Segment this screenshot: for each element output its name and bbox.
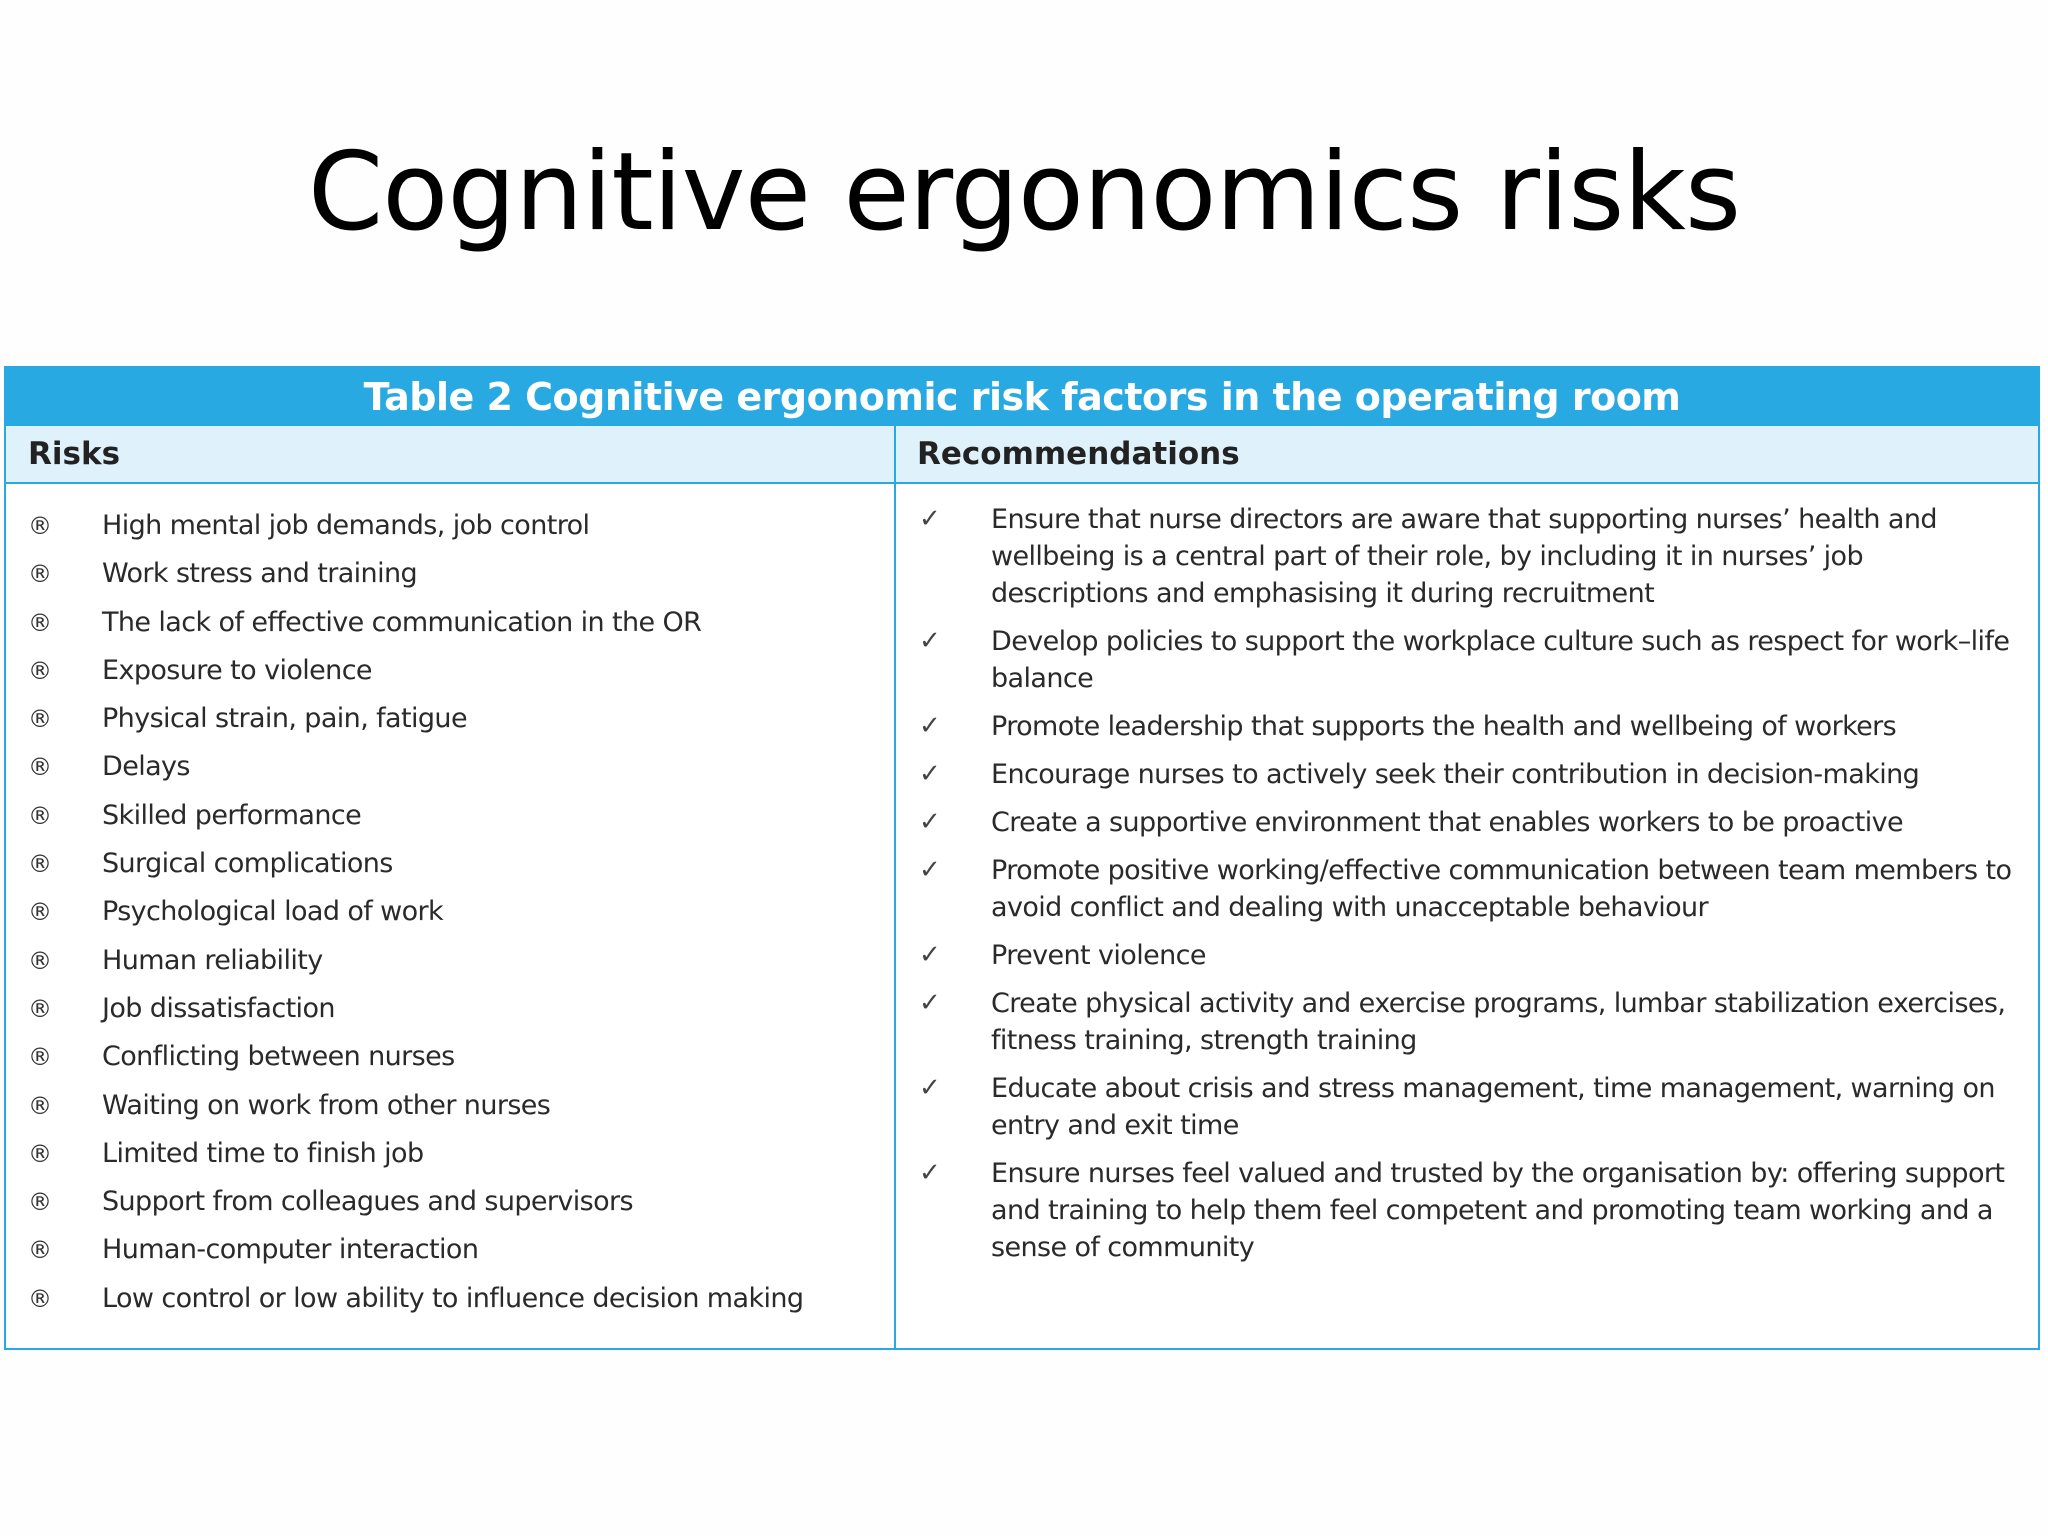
recommendation-item xyxy=(917,937,2027,974)
risk-item-text: Conflicting between nurses xyxy=(102,1041,455,1073)
recommendations-column-header: Recommendations xyxy=(917,436,1240,472)
registered-mark-icon: ® xyxy=(28,1091,52,1120)
checkmark-icon: ✓ xyxy=(919,807,941,837)
risk-item xyxy=(28,1226,878,1274)
column-divider xyxy=(894,426,896,1348)
recommendation-item-text: Promote positive working/effective communication between team members to avoid conflict and dealing with unacceptable behaviour xyxy=(991,855,2012,923)
risk-item-text: Waiting on work from other nurses xyxy=(102,1089,551,1121)
checkmark-icon: ✓ xyxy=(919,855,941,885)
risk-item xyxy=(28,792,878,840)
risk-item xyxy=(28,1082,878,1130)
risk-item xyxy=(28,1130,878,1178)
recommendation-item xyxy=(917,623,2027,697)
risk-item xyxy=(28,985,878,1033)
recommendation-item-text: Create physical activity and exercise programs, lumbar stabilization exercises, fitness training, strength training xyxy=(991,988,2006,1056)
checkmark-icon: ✓ xyxy=(919,711,941,741)
risk-item-text: The lack of effective communication in the OR xyxy=(102,606,702,638)
risk-item xyxy=(28,1178,878,1226)
registered-mark-icon: ® xyxy=(28,1236,52,1265)
table-header-row xyxy=(6,426,2038,484)
registered-mark-icon: ® xyxy=(28,1188,52,1217)
registered-mark-icon: ® xyxy=(28,1139,52,1168)
registered-mark-icon: ® xyxy=(28,898,52,927)
risk-item-text: Human reliability xyxy=(102,944,323,976)
registered-mark-icon: ® xyxy=(28,850,52,879)
risk-item-text: Psychological load of work xyxy=(102,896,444,928)
checkmark-icon: ✓ xyxy=(919,1158,941,1188)
risk-item-text: Delays xyxy=(102,751,190,783)
risk-item xyxy=(28,599,878,647)
registered-mark-icon: ® xyxy=(28,656,52,685)
checkmark-icon: ✓ xyxy=(919,1073,941,1103)
registered-mark-icon: ® xyxy=(28,946,52,975)
registered-mark-icon: ® xyxy=(28,705,52,734)
recommendation-item-text: Ensure that nurse directors are aware that supporting nurses’ health and wellbeing is a central part of their role, by including it in nurses’ job descriptions and emphasising it during recruitment xyxy=(991,504,1937,609)
checkmark-icon: ✓ xyxy=(919,626,941,656)
recommendation-item xyxy=(917,1070,2027,1144)
registered-mark-icon: ® xyxy=(28,753,52,782)
risk-item xyxy=(28,743,878,791)
risk-item xyxy=(28,937,878,985)
recommendation-item xyxy=(917,1155,2027,1266)
risk-factors-table xyxy=(4,366,2040,1350)
recommendation-item xyxy=(917,756,2027,793)
risk-item-text: Limited time to finish job xyxy=(102,1137,424,1169)
recommendations-list xyxy=(917,501,2027,1277)
risk-item xyxy=(28,840,878,888)
registered-mark-icon: ® xyxy=(28,560,52,589)
registered-mark-icon: ® xyxy=(28,512,52,540)
risk-item xyxy=(28,888,878,936)
risk-item-text: Surgical complications xyxy=(102,848,393,880)
risk-item-text: Human-computer interaction xyxy=(102,1234,479,1266)
risk-item xyxy=(28,1033,878,1081)
checkmark-icon: ✓ xyxy=(919,759,941,789)
slide-title: Cognitive ergonomics risks xyxy=(307,130,1741,255)
risks-column-header: Risks xyxy=(28,436,121,472)
recommendation-item xyxy=(917,985,2027,1059)
registered-mark-icon: ® xyxy=(28,994,52,1023)
risk-item xyxy=(28,647,878,695)
recommendation-item-text: Ensure nurses feel valued and trusted by the organisation by: offering support and training to help them feel competent and promoting team working and a sense of community xyxy=(991,1158,2005,1263)
recommendation-item xyxy=(917,708,2027,745)
risk-item-text: Low control or low ability to influence decision making xyxy=(102,1282,804,1314)
risk-item-text: Skilled performance xyxy=(102,799,362,831)
registered-mark-icon: ® xyxy=(28,608,52,637)
recommendation-item-text: Create a supportive environment that enables workers to be proactive xyxy=(991,807,1904,838)
checkmark-icon: ✓ xyxy=(919,940,941,970)
risk-item-text: Job dissatisfaction xyxy=(102,992,335,1024)
risk-item xyxy=(28,695,878,743)
registered-mark-icon: ® xyxy=(28,1284,52,1313)
recommendation-item-text: Promote leadership that supports the health and wellbeing of workers xyxy=(991,711,1897,742)
risk-item-text: High mental job demands, job control xyxy=(102,510,590,541)
registered-mark-icon: ® xyxy=(28,801,52,830)
table-caption: Table 2 Cognitive ergonomic risk factors in the operating room xyxy=(6,368,2038,426)
recommendation-item xyxy=(917,501,2027,612)
risk-item-text: Work stress and training xyxy=(102,558,418,590)
risk-item xyxy=(28,1275,878,1323)
recommendation-item-text: Encourage nurses to actively seek their contribution in decision-making xyxy=(991,759,1920,790)
recommendation-item-text: Develop policies to support the workplace culture such as respect for work–life balance xyxy=(991,626,2010,694)
recommendation-item xyxy=(917,852,2027,926)
registered-mark-icon: ® xyxy=(28,1043,52,1072)
risk-item-text: Physical strain, pain, fatigue xyxy=(102,703,467,735)
risk-item xyxy=(28,550,878,598)
recommendation-item xyxy=(917,804,2027,841)
checkmark-icon: ✓ xyxy=(919,504,941,534)
recommendation-item-text: Educate about crisis and stress management, time management, warning on entry and exit time xyxy=(991,1073,1995,1141)
risk-item-text: Exposure to violence xyxy=(102,654,372,686)
risks-list xyxy=(28,502,878,1323)
recommendation-item-text: Prevent violence xyxy=(991,940,1206,971)
risk-item xyxy=(28,502,878,550)
risk-item-text: Support from colleagues and supervisors xyxy=(102,1186,634,1218)
checkmark-icon: ✓ xyxy=(919,988,941,1018)
